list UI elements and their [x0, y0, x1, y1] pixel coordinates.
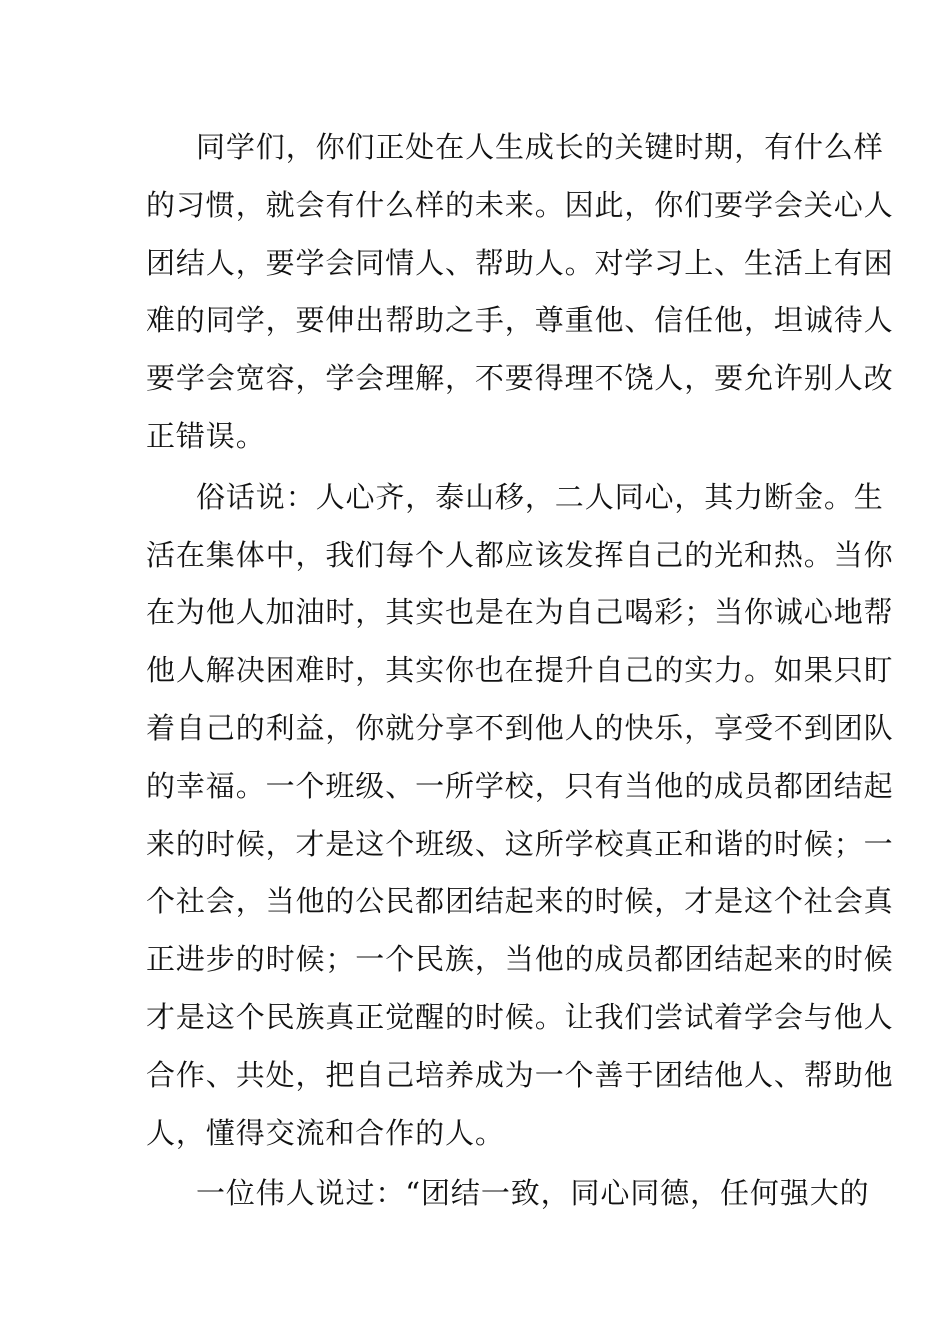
paragraph-line: 的幸福。一个班级、一所学校，只有当他的成员都团结起	[146, 768, 894, 803]
document-body	[146, 119, 894, 1226]
paragraph-line: 团结人，要学会同情人、帮助人。对学习上、生活上有困	[146, 245, 894, 280]
paragraph-line: 正错误。	[146, 418, 266, 453]
paragraph-line: 才是这个民族真正觉醒的时候。让我们尝试着学会与他人	[146, 999, 894, 1034]
paragraph-line: 着自己的利益，你就分享不到他人的快乐，享受不到团队	[146, 710, 894, 745]
paragraph-line: 活在集体中，我们每个人都应该发挥自己的光和热。当你	[146, 537, 894, 572]
paragraph-line: 要学会宽容，学会理解，不要得理不饶人，要允许别人改	[146, 361, 894, 396]
paragraph-line: 他人解决困难时，其实你也在提升自己的实力。如果只盯	[146, 653, 894, 688]
paragraph-3	[146, 1165, 870, 1223]
paragraph-line: 俗话说：人心齐，泰山移，二人同心，其力断金。生	[196, 479, 884, 514]
paragraph-line: 在为他人加油时，其实也是在为自己喝彩；当你诚心地帮	[146, 595, 894, 630]
paragraph-1	[146, 119, 894, 466]
paragraph-line: 正进步的时候；一个民族，当他的成员都团结起来的时候	[146, 942, 894, 977]
paragraph-line: 同学们，你们正处在人生成长的关键时期，有什么样	[196, 130, 884, 164]
paragraph-line: 合作、共处，把自己培养成为一个善于团结他人、帮助他	[146, 1057, 894, 1092]
paragraph-line: 个社会，当他的公民都团结起来的时候，才是这个社会真	[146, 884, 894, 919]
paragraph-line: 一位伟人说过：“团结一致，同心同德，任何强大的	[196, 1176, 870, 1211]
paragraph-line: 来的时候，才是这个班级、这所学校真正和谐的时候；一	[146, 826, 894, 861]
paragraph-line: 人，懂得交流和合作的人。	[146, 1115, 505, 1150]
paragraph-line: 的习惯，就会有什么样的未来。因此，你们要学会关心人	[146, 187, 894, 222]
paragraph-2	[146, 469, 894, 1163]
paragraph-line: 难的同学，要伸出帮助之手，尊重他、信任他，坦诚待人	[146, 303, 894, 338]
